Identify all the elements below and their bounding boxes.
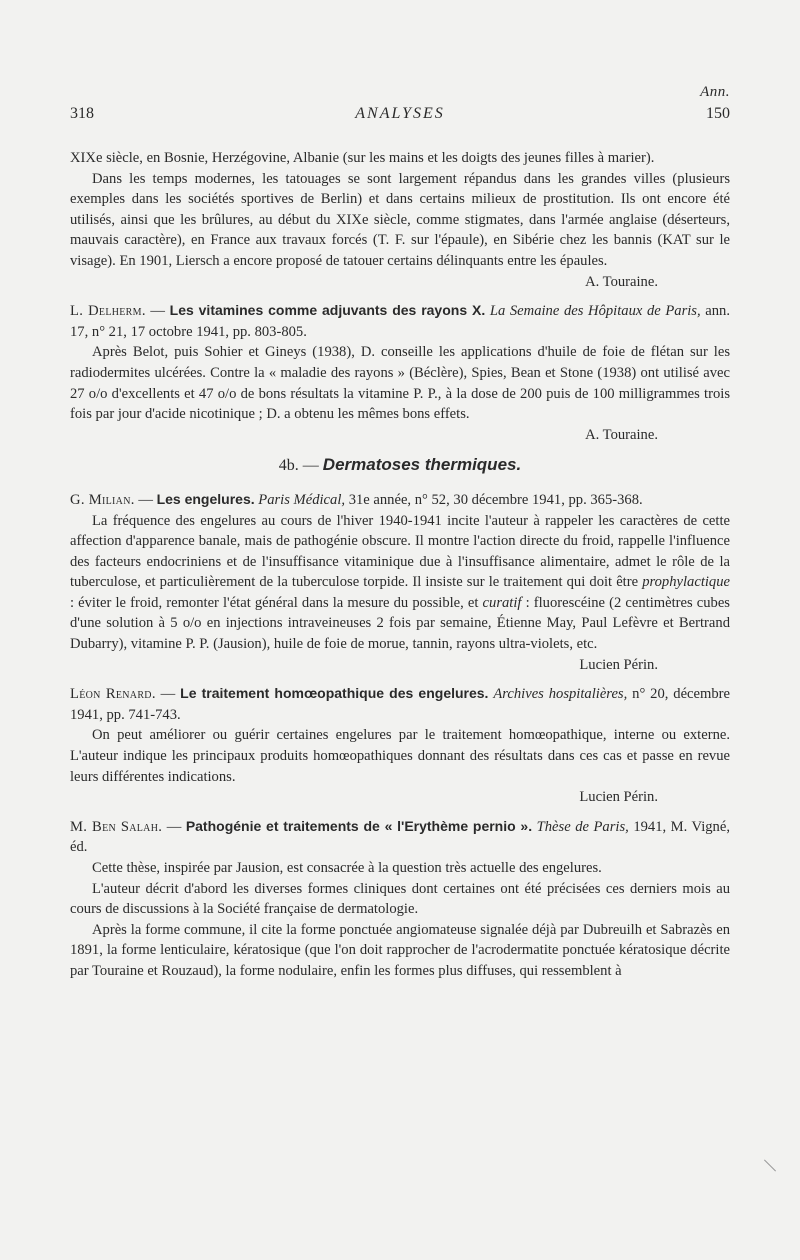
article-title: Les vitamines comme adjuvants des rayons X. (169, 302, 486, 319)
citation-details: 31e année, n° 52, 30 décembre 1941, pp. 365-368. (348, 491, 643, 508)
page-body (70, 148, 730, 982)
journal: Paris Médical, (258, 491, 346, 508)
author: Léon Renard. (70, 686, 156, 703)
paragraph (70, 511, 730, 655)
paragraph: XIXe siècle, en Bosnie, Herzégovine, Albanie (sur les mains et les doigts des jeunes filles à marier). (70, 150, 655, 166)
citation-details: 1941, M. Vigné, éd. (70, 818, 730, 856)
annales-number: 150 (706, 105, 730, 122)
text: : fluorescéine (2 centimètres cubes d'une solution à 5 o/o en injections intraveineuses 2 fois par semaine, Étienne May, Paul Lefèvre et Bertrand Dubarry), vitamine P. P. (Jausion), huile de foie de morue, tannin, rayons ultra-violets, etc. (70, 594, 730, 653)
section-number: 4b. — (278, 457, 319, 475)
section-heading (70, 455, 730, 477)
author: M. Ben Salah. (70, 818, 163, 835)
article-title: Pathogénie et traitements de « l'Erythème pernio ». (185, 817, 533, 834)
citation-details: n° 20, décembre 1941, pp. 741-743. (70, 686, 730, 723)
text: : éviter le froid, remonter l'état général dans la mesure du possible, et (70, 594, 483, 611)
text-emphasis: prophylactique (642, 574, 730, 591)
article-title: Les engelures. (156, 490, 255, 507)
citation-renard: Léon Renard. — Le traitement homœopathique des engelures. Archives hospitalières, n° 20, décembre 1941, pp. 741-743. (70, 685, 730, 723)
paragraph: Après la forme commune, il cite la forme ponctuée angiomateuse signalée déjà par Dubreuilh et Sabrazès en 1891, la forme lenticulaire, kératosique (que l'on doit rapprocher de l'acrodermatite ponctuée kératosique décrite par Touraine et Rouzaud), la forme nodulaire, enfin les formes plus diffuses, qui ressemblent à (70, 921, 730, 979)
citation-ben-salah: M. Ben Salah. — Pathogénie et traitements de « l'Erythème pernio ». Thèse de Paris, 1941, M. Vigné, éd. (70, 817, 730, 856)
journal: Archives hospitalières, (493, 686, 628, 703)
citation-delherm: L. Delherm. — Les vitamines comme adjuvants des rayons X. La Semaine des Hôpitaux de Paris, ann. 17, n° 21, 17 octobre 1941, pp. 803-805. (70, 302, 731, 340)
signature: A. Touraine. (585, 426, 658, 443)
paragraph: On peut améliorer ou guérir certaines engelures par le traitement homœopathique, interne ou externe. L'auteur indique les principaux produits homœopathiques donnant des résultats dans ces cas et passe en revue leurs différentes indications. (70, 727, 730, 785)
journal: La Semaine des Hôpitaux de Paris, (489, 303, 701, 320)
author: G. Milian. (70, 491, 135, 508)
section-title: Dermatoses thermiques. (322, 455, 522, 475)
citation-details: ann. 17, n° 21, 17 octobre 1941, pp. 803-805. (70, 303, 731, 340)
running-title: ANALYSES (355, 105, 445, 122)
citation-milian: G. Milian. — Les engelures. Paris Médical, 31e année, n° 52, 30 décembre 1941, pp. 365-368. (70, 490, 643, 508)
signature: A. Touraine. (585, 273, 658, 290)
paragraph: Après Belot, puis Sohier et Gineys (1938), D. conseille les applications d'huile de foie de flétan sur les radiodermites ulcérées. Contre la « maladie des rayons » (Béclère), Spies, Bean et Stone (1938) ont utilisé avec 27 o/o d'excellents et 47 o/o de bons résultats la vitamine P. P., à la dose de 200 puis de 100 milligrammes trois fois par jour d'acide nicotinique ; D. a obtenu les mêmes bons effets. (70, 344, 730, 423)
running-header (70, 105, 730, 123)
paragraph: Cette thèse, inspirée par Jausion, est consacrée à la question très actuelle des engelures. (92, 860, 602, 876)
signature: Lucien Périn. (579, 656, 658, 673)
signature: Lucien Périn. (579, 789, 658, 806)
text: La fréquence des engelures au cours de l'hiver 1940-1941 incite l'auteur à rappeler les caractères de cette affection d'apparence banale, mais de pathogénie obscure. Il montre l'action directe du froid, rappelle l'influence des facteurs endocriniens et de l'insuffisance vitaminique due à l'insuffisance alimentaire, admet le rôle de la tuberculose, et particulièrement de la tuberculose torpide. Il insiste sur le traitement qui doit être (70, 512, 730, 591)
article-title: Le traitement homœopathique des engelures. (180, 685, 489, 702)
journal: Thèse de Paris, (536, 818, 629, 835)
page-number: 318 (70, 105, 94, 122)
text-emphasis: curatif (482, 594, 522, 611)
paragraph: Dans les temps modernes, les tatouages se sont largement répandus dans les grandes villes (plusieurs exemples dans les sociétés sportives de Berlin) et dans certains milieux de prostitution. Ils ont encore été utilisés, ainsi que les brûlures, au début du XIXe siècle, comme stigmates, dans l'armée anglaise (déserteurs, mauvais caractère), en France aux travaux forcés (T. F. sur l'épaule), en Sibérie chez les bannis (KAT sur le visage). En 1901, Liersch a encore proposé de tatouer certains délinquants entre les épaules. (70, 170, 730, 269)
header-annales: Ann. (700, 84, 730, 100)
margin-mark (764, 1159, 776, 1171)
paragraph: L'auteur décrit d'abord les diverses formes cliniques dont certaines ont été précisées ces derniers mois au cours de discussions à la Société française de dermatologie. (70, 880, 730, 918)
author: L. Delherm. (70, 303, 146, 320)
